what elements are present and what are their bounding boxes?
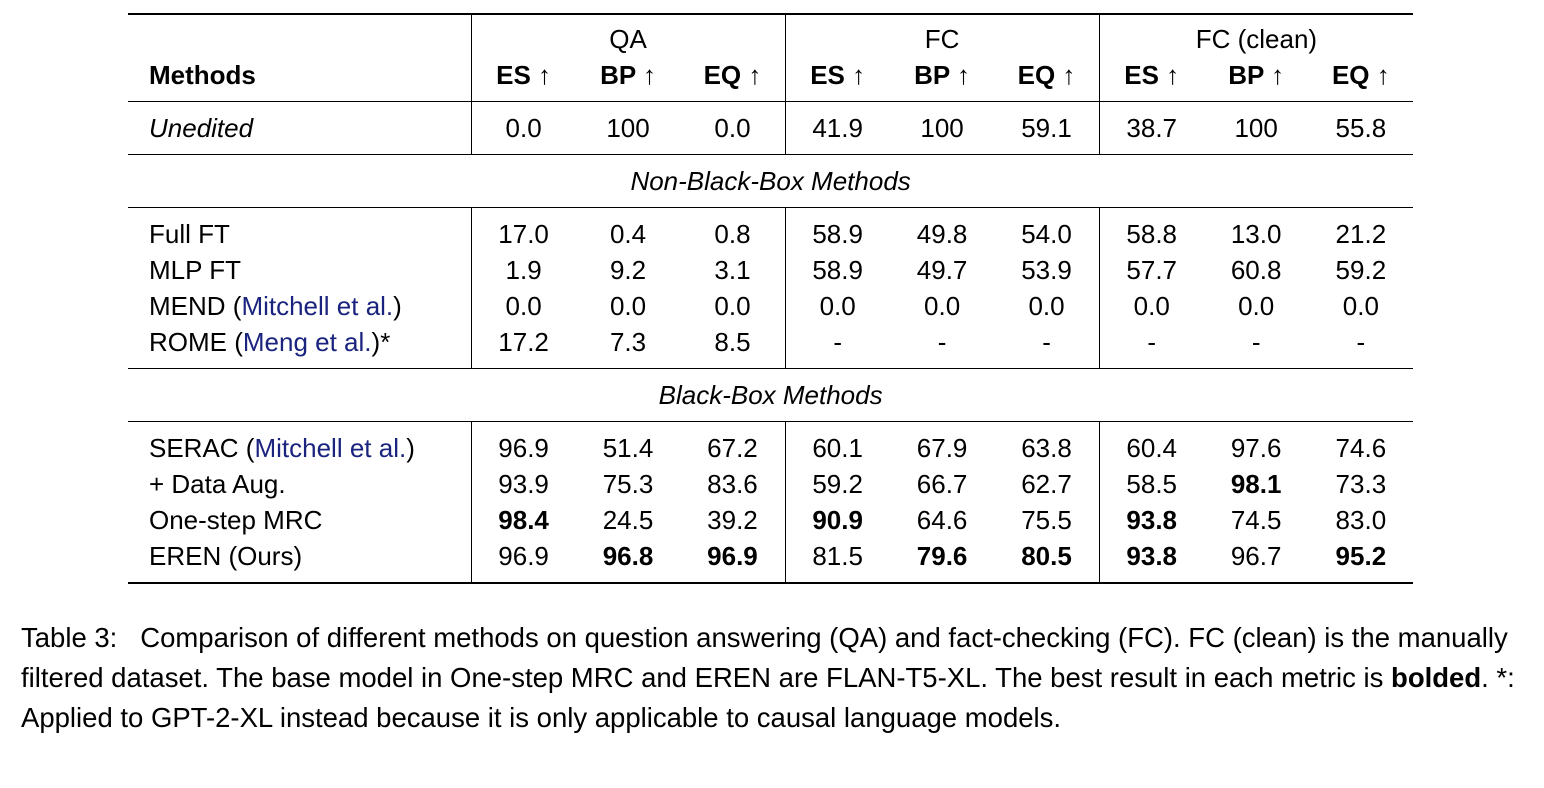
table-cell: 80.5: [994, 538, 1099, 583]
metric-header: BP ↑: [914, 60, 971, 90]
method-name: [128, 502, 471, 538]
table-cell: 1.9: [471, 252, 576, 288]
table-cell: 100: [890, 102, 995, 155]
metric-header: ES ↑: [471, 57, 576, 102]
table-cell: 13.0: [1204, 208, 1309, 253]
table-cell: 54.0: [994, 208, 1099, 253]
table-cell: 59.2: [785, 466, 890, 502]
table-cell: 60.1: [785, 422, 890, 467]
table-cell: 3.1: [714, 255, 751, 285]
metric-header-row: [128, 57, 1413, 102]
caption-bold-word: bolded: [1391, 662, 1482, 693]
table-cell: 74.6: [1309, 422, 1414, 467]
table-cell: 90.9: [785, 502, 890, 538]
table-cell: 7.3: [609, 327, 647, 357]
table-cell: 0.8: [680, 208, 785, 253]
table-cell: 59.1: [994, 102, 1099, 155]
method-label-suffix: )*: [371, 327, 391, 357]
table-cell: 96.9: [471, 538, 576, 583]
metric-header: ES ↑: [785, 57, 890, 102]
table-row: [128, 324, 1413, 369]
method-name: Unedited: [128, 102, 471, 155]
table-cell: 17.0: [471, 208, 576, 253]
table-cell: 64.6: [916, 505, 968, 535]
table-cell: -: [1099, 324, 1204, 369]
table-cell: 51.4: [576, 422, 681, 467]
table-cell: -: [785, 324, 890, 369]
caption-text: Comparison of different methods on question answering (QA) and fact-checking (FC). FC (clean) is the manually filtered dataset. The base model in One-step MRC and EREN are FLAN-T5-XL. The best result in each metric is: [21, 622, 1508, 693]
table-cell: 67.2: [680, 422, 785, 467]
method-label: + Data Aug.: [149, 469, 286, 499]
table-cell: 24.5: [602, 505, 654, 535]
table-cell: 49.7: [916, 255, 968, 285]
method-label: SERAC (: [149, 433, 255, 463]
table-row: [128, 466, 1413, 502]
table-cell: 96.9: [471, 422, 576, 467]
table-cell: 49.8: [890, 208, 995, 253]
caption-text-end: . *: Applied to GPT-2-XL instead because it is only applicable to causal language models.: [21, 662, 1515, 733]
table-cell: 93.8: [1099, 538, 1204, 583]
metric-header: EQ ↑: [1017, 60, 1076, 90]
table-cell: -: [937, 327, 947, 357]
table-cell: 75.5: [1021, 505, 1072, 535]
method-name: [128, 324, 471, 369]
table-cell: 0.0: [471, 102, 576, 155]
table-cell: 75.3: [602, 469, 654, 499]
table-cell: 0.0: [1028, 291, 1065, 321]
table-cell: -: [1251, 327, 1261, 357]
table-cell: 55.8: [1309, 102, 1414, 155]
table-cell: 9.2: [609, 255, 647, 285]
table-cell: 38.7: [1099, 102, 1204, 155]
method-name: [128, 208, 471, 253]
method-name: [128, 252, 471, 288]
table-cell: 0.0: [1238, 291, 1275, 321]
table-cell: 100: [1204, 102, 1309, 155]
table-cell: 39.2: [707, 505, 758, 535]
section-header-row: [128, 155, 1413, 208]
table-cell: 0.0: [924, 291, 961, 321]
group-header-fc-clean: FC (clean): [1099, 14, 1413, 57]
metric-header: BP ↑: [600, 60, 656, 90]
table-caption: [21, 618, 1531, 738]
table-row: [128, 208, 1413, 253]
table-cell: 41.9: [785, 102, 890, 155]
metric-header: ES ↑: [1099, 57, 1204, 102]
results-table: [128, 13, 1413, 584]
table-cell: 79.6: [890, 538, 995, 583]
method-label: ROME (: [149, 327, 243, 357]
metric-header: BP ↑: [1228, 60, 1285, 90]
table-cell: 95.2: [1309, 538, 1414, 583]
method-label: MEND (: [149, 291, 242, 321]
table-cell: 0.0: [714, 291, 751, 321]
table-cell: 93.8: [1099, 502, 1204, 538]
table-cell: 73.3: [1335, 469, 1387, 499]
method-label-suffix: ): [393, 291, 402, 321]
table-cell: 58.9: [785, 252, 890, 288]
group-header-fc: FC: [785, 14, 1099, 57]
table-cell: 63.8: [994, 422, 1099, 467]
table-cell: 0.0: [785, 288, 890, 324]
table-cell: 83.6: [707, 469, 758, 499]
table-row: [128, 502, 1413, 538]
table-cell: 59.2: [1335, 255, 1387, 285]
table-cell: 97.6: [1204, 422, 1309, 467]
citation-link[interactable]: Meng et al.: [242, 327, 372, 357]
method-label: EREN (Ours): [149, 541, 303, 571]
table-cell: 60.4: [1099, 422, 1204, 467]
table-cell: 21.2: [1309, 208, 1414, 253]
table-cell: 66.7: [916, 469, 968, 499]
table-cell: 96.9: [680, 538, 785, 583]
method-name: [128, 422, 471, 467]
table-cell: 57.7: [1099, 252, 1204, 288]
table-cell: 60.8: [1230, 255, 1282, 285]
table-cell: -: [1042, 327, 1051, 357]
table-cell: 0.0: [680, 102, 785, 155]
group-header-qa: QA: [471, 14, 785, 57]
table-row: [128, 538, 1413, 583]
method-name: [128, 466, 471, 502]
baseline-row: [128, 102, 1413, 155]
citation-link[interactable]: Mitchell et al.: [254, 433, 407, 463]
table-cell: 0.4: [576, 208, 681, 253]
table-cell: -: [1356, 327, 1366, 357]
method-name: [128, 538, 471, 583]
table-cell: 0.0: [1342, 291, 1379, 321]
method-label: One-step MRC: [149, 505, 323, 535]
methods-header: Methods: [149, 60, 256, 90]
table-cell: 0.0: [471, 288, 576, 324]
table-cell: 100: [576, 102, 681, 155]
table-row: [128, 422, 1413, 467]
table-cell: 58.9: [785, 208, 890, 253]
table-cell: 58.8: [1099, 208, 1204, 253]
table-cell: 81.5: [785, 538, 890, 583]
table-cell: 0.0: [609, 291, 647, 321]
table-cell: 74.5: [1230, 505, 1282, 535]
table-row: [128, 252, 1413, 288]
table-cell: 93.9: [471, 466, 576, 502]
caption-label: Table 3:: [21, 622, 118, 653]
metric-header: EQ ↑: [703, 60, 762, 90]
table-cell: 83.0: [1335, 505, 1387, 535]
table-cell: 17.2: [471, 324, 576, 369]
table-cell: 53.9: [1021, 255, 1072, 285]
method-label: MLP FT: [149, 255, 241, 285]
section-title: Black-Box Methods: [128, 369, 1413, 422]
citation-link[interactable]: Mitchell et al.: [241, 291, 394, 321]
table-cell: 67.9: [890, 422, 995, 467]
group-header-row: [128, 14, 1413, 57]
table-cell: 96.7: [1204, 538, 1309, 583]
section-header-row: [128, 369, 1413, 422]
table-cell: 98.1: [1230, 469, 1282, 499]
table-row: [128, 288, 1413, 324]
table-cell: 96.8: [576, 538, 681, 583]
method-name: [128, 288, 471, 324]
metric-header: EQ ↑: [1331, 60, 1390, 90]
method-label-suffix: ): [406, 433, 415, 463]
table-cell: 98.4: [471, 502, 576, 538]
table-cell: 0.0: [1099, 288, 1204, 324]
section-title: Non-Black-Box Methods: [128, 155, 1413, 208]
table-cell: 8.5: [714, 327, 751, 357]
table-cell: 62.7: [1021, 469, 1072, 499]
table-cell: 58.5: [1099, 466, 1204, 502]
method-label: Full FT: [149, 219, 230, 249]
